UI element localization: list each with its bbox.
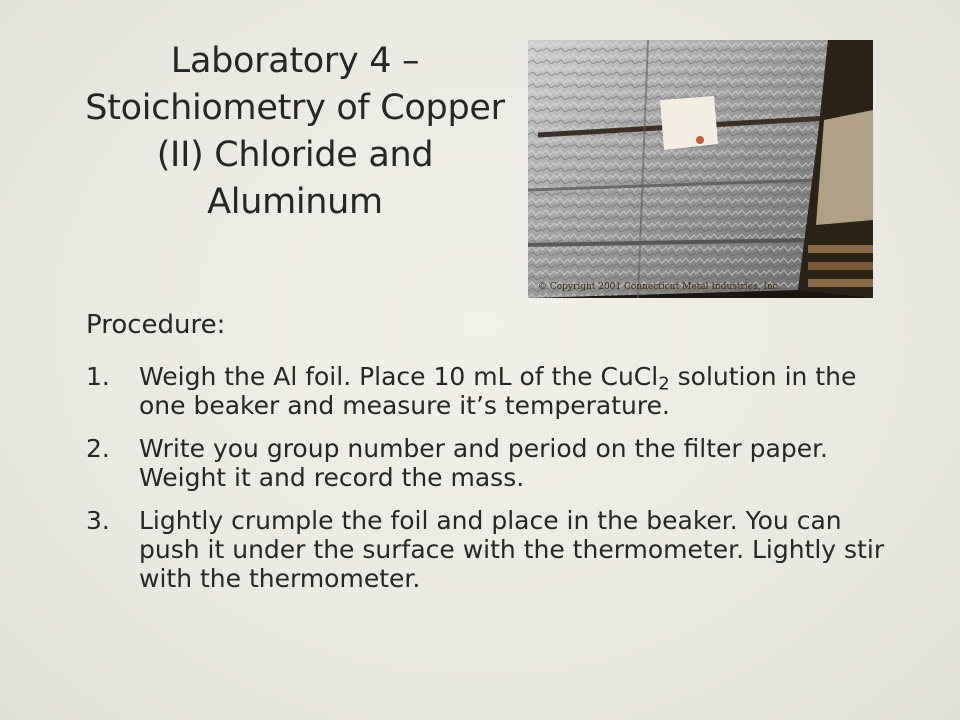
step-text-part: solution in the one beaker and measure it’s temperature.	[139, 362, 857, 420]
procedure-heading: Procedure:	[86, 310, 226, 340]
slide-title: Laboratory 4 – Stoichiometry of Copper (II) Chloride and Aluminum	[85, 41, 505, 222]
photo-illustration	[528, 40, 873, 298]
procedure-steps-list	[86, 362, 886, 607]
photo-copyright-text: © Copyright 2001 Connecticut Metal Industries, Inc.	[538, 282, 781, 292]
step-number: 2.	[86, 434, 110, 463]
procedure-step-2	[86, 434, 886, 492]
aluminum-foil-bales-photo	[528, 40, 873, 298]
step-text: Write you group number and period on the filter paper. Weight it and record the mass.	[139, 434, 829, 492]
step-text: Lightly crumple the foil and place in the beaker. You can push it under the surface with the thermometer. Lightly stir with the thermometer.	[139, 506, 885, 593]
step-text-part: Weigh the Al foil. Place 10 mL of the CuCl	[139, 362, 659, 391]
subscript-two: 2	[658, 373, 670, 395]
procedure-step-3	[86, 506, 886, 593]
procedure-step-1	[86, 362, 886, 420]
step-number: 1.	[86, 362, 110, 391]
step-number: 3.	[86, 506, 110, 535]
